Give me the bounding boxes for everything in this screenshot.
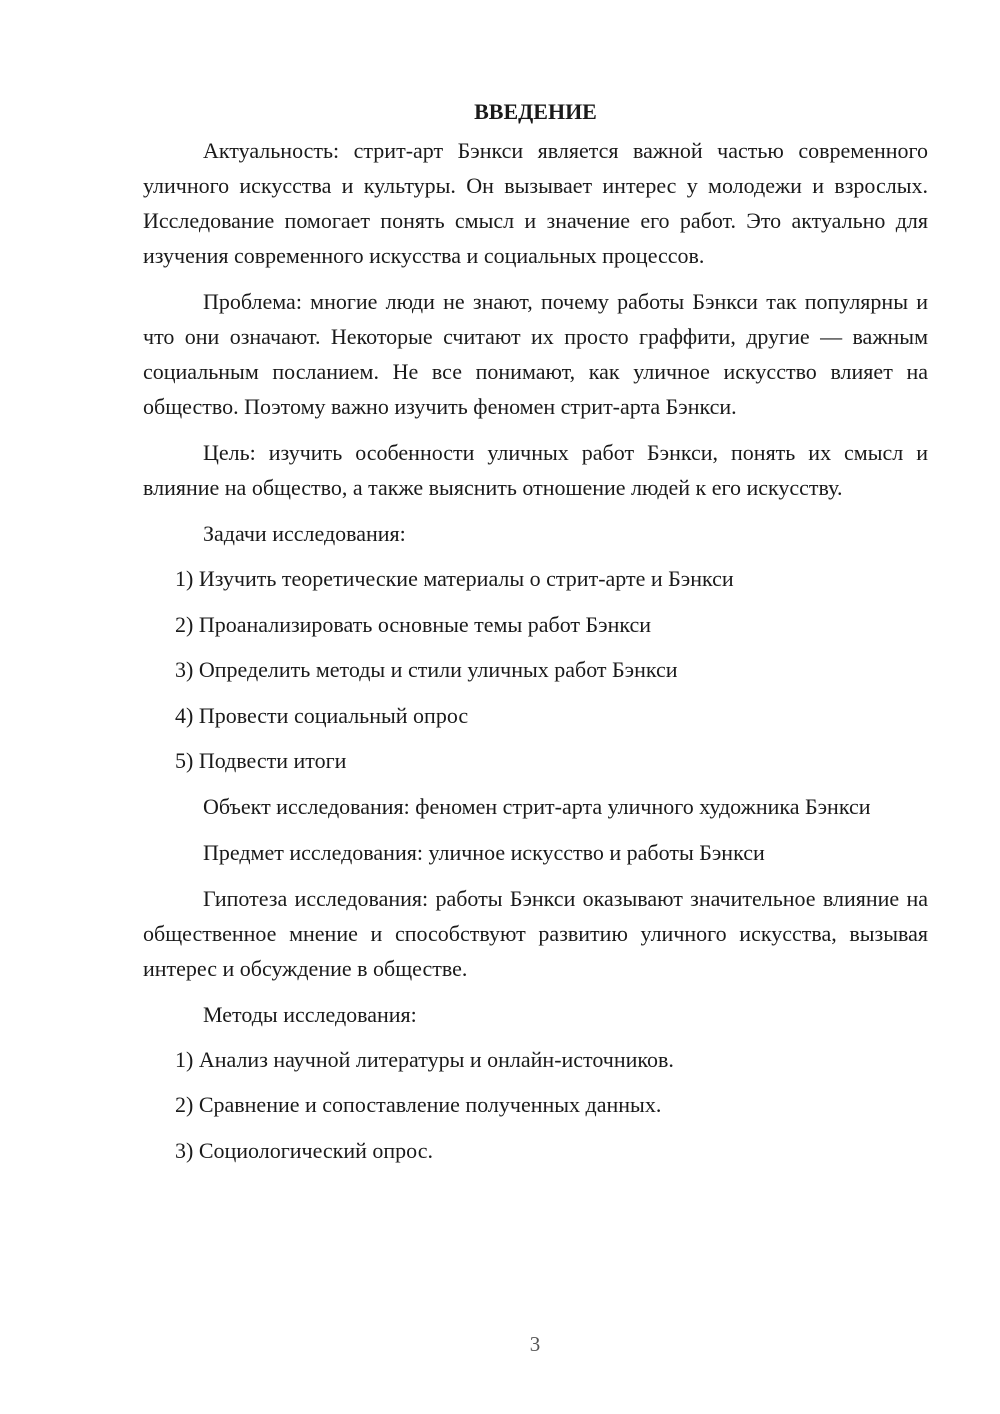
subject-paragraph: Предмет исследования: уличное искусство и работы Бэнкси <box>203 839 765 865</box>
methods-label: Методы исследования: <box>203 1001 417 1027</box>
relevance-paragraph: Актуальность: стрит-арт Бэнкси является важной частью современного уличного искусства и культуры. Он вызывает интерес у молодежи и взрослых. Исследование помогает понять смысл и значение его работ. Это актуально для изучения современного искусства и социальных процессов. <box>143 138 928 268</box>
tasks-label: Задачи исследования: <box>203 521 406 546</box>
methods-list <box>143 1042 928 1168</box>
document-page <box>143 92 928 1178</box>
list-item: 3) Социологический опрос. <box>175 1137 433 1163</box>
object-paragraph: Объект исследования: феномен стрит-арта уличного художника Бэнкси <box>203 793 871 819</box>
list-item: 2) Сравнение и сопоставление полученных данных. <box>175 1092 662 1117</box>
section-heading: ВВЕДЕНИЕ <box>474 99 597 124</box>
hypothesis-paragraph: Гипотеза исследования: работы Бэнкси оказывают значительное влияние на общественное мнение и способствуют развитию уличного искусства, вызывая интерес и обсуждение в обществе. <box>143 885 928 981</box>
problem-paragraph: Проблема: многие люди не знают, почему работы Бэнкси так популярны и что они означают. Некоторые считают их просто граффити, другие — важным социальным посланием. Не все понимают, как уличное искусство влияет на общество. Поэтому важно изучить феномен стрит-арта Бэнкси. <box>143 289 928 419</box>
list-item: 2) Проанализировать основные темы работ Бэнкси <box>175 611 652 637</box>
page-number: 3 <box>529 1332 541 1356</box>
list-item: 4) Провести социальный опрос <box>175 702 469 728</box>
list-item: 5) Подвести итоги <box>175 748 347 773</box>
tasks-list <box>143 561 928 778</box>
list-item: 1) Анализ научной литературы и онлайн-источников. <box>175 1046 674 1072</box>
list-item: 1) Изучить теоретические материалы о стрит-арте и Бэнкси <box>175 566 734 591</box>
goal-paragraph: Цель: изучить особенности уличных работ Бэнкси, понять их смысл и влияние на общество, а также выяснить отношение людей к его искусству. <box>143 440 928 500</box>
list-item: 3) Определить методы и стили уличных работ Бэнкси <box>175 657 678 682</box>
